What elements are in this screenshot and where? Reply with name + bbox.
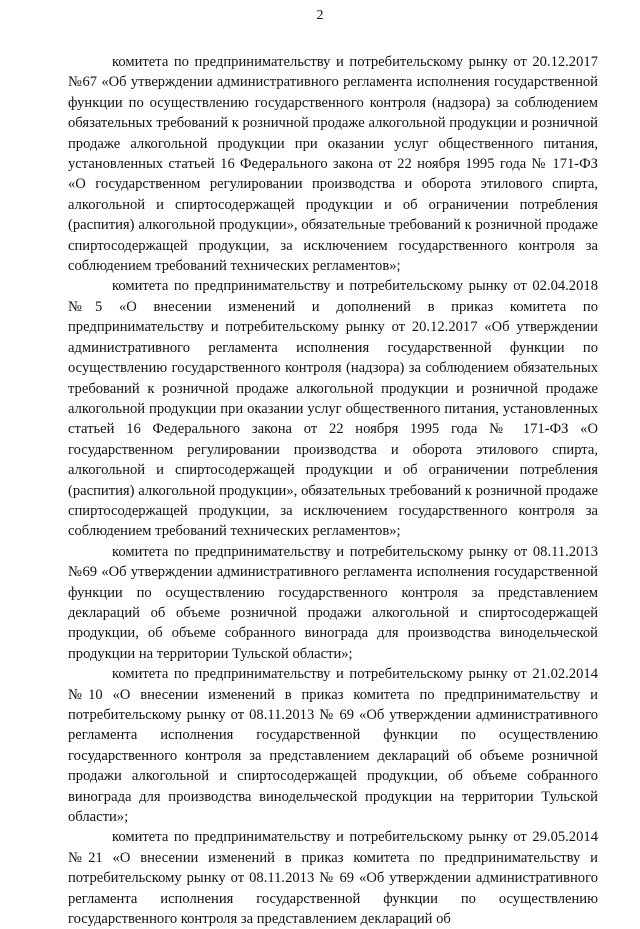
order-paragraph-29-05-2014: комитета по предпринимательству и потребительскому рынку от 29.05.2014 №21 «О внесении изменений в приказ комитета по предпринимательству и потребительскому рынку от 08.11.2013 № 69 «Об утверждении административного регламента исполнения государственной функции по осуществлению государственного контроля за представлением деклараций об xyxy=(68,829,598,928)
order-paragraph-08-11-2013: комитета по предпринимательству и потребительскому рынку от 08.11.2013 №69 «Об утверждении административного регламента исполнения государственной функции по осуществлению государственного контроля за представлением деклараций об объеме розничной продажи алкогольной и спиртосодержащей продукции, об объеме собранного винограда для производства винодельческой продукции на территории Тульской области»; xyxy=(68,543,598,662)
order-paragraph-02-04-2018: комитета по предпринимательству и потребительскому рынку от 02.04.2018 №5 «О внесении изменений и дополнений в приказ комитета по предпринимательству и потребительскому рынку от 20.12.2017 «Об утверждении административного регламента исполнения государственной функции по осуществлению государственного контроля (надзора) за соблюдением обязательных требований к розничной продаже алкогольной продукции и розничной продаже алкогольной продукции при оказании услуг общественного питания, установленных статьей 16 Федерального закона от 22 ноября 1995 года № 171-ФЗ «О государственном регулировании производства и оборота этилового спирта, алкогольной и спиртосодержащей продукции и об ограничении потребления (распития) алкогольной продукции», обязательных требований к розничной продаже спиртосодержащей продукции, за исключением государственного контроля за соблюдением требований технических регламентов»; xyxy=(68,278,598,540)
document-body xyxy=(68,52,598,929)
order-paragraph-20-12-2017: комитета по предпринимательству и потребительскому рынку от 20.12.2017 №67 «Об утверждении административного регламента исполнения государственной функции по осуществлению государственного контроля (надзора) за соблюдением обязательных требований к розничной продаже алкогольной продукции и розничной продаже алкогольной продукции при оказании услуг общественного питания, установленных статьей 16 Федерального закона от 22 ноября 1995 года № 171-ФЗ «О государственном регулировании производства и оборота этилового спирта, алкогольной и спиртосодержащей продукции и об ограничении потребления (распития) алкогольной продукции», обязательные требований к розничной продаже спиртосодержащей продукции, за исключением государственного контроля за соблюдением требований технических регламентов»; xyxy=(68,54,598,275)
order-paragraph-21-02-2014: комитета по предпринимательству и потребительскому рынку от 21.02.2014 №10 «О внесении изменений в приказ комитета по предпринимательству и потребительскому рынку от 08.11.2013 № 69 «Об утверждении административного регламента исполнения государственной функции по осуществлению государственного контроля за представлением деклараций об объеме розничной продажи алкогольной и спиртосодержащей продукции, об объеме собранного винограда для производства винодельческой продукции на территории Тульской области»; xyxy=(68,666,598,826)
page-number: 2 xyxy=(316,8,324,23)
